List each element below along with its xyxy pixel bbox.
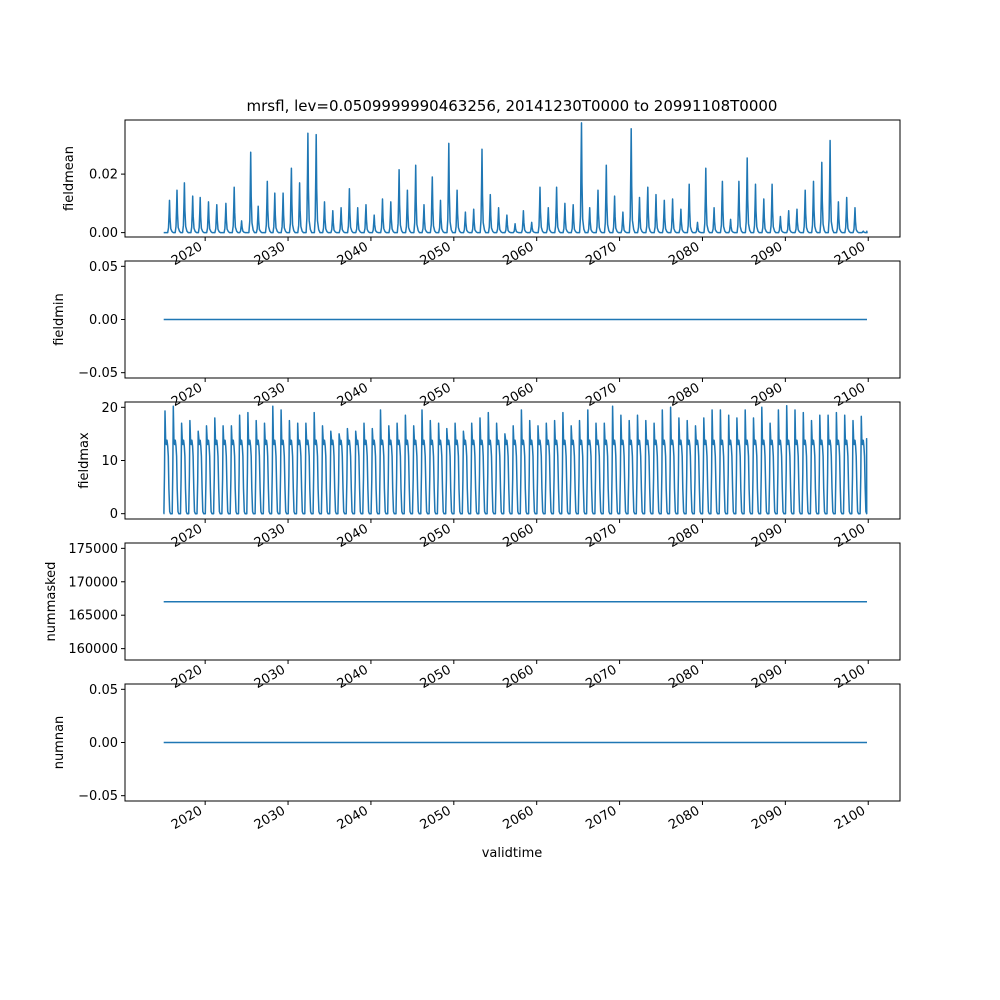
fieldmax-xtick-label: 2060 <box>500 521 537 552</box>
nummasked-y-axis-label: nummasked <box>44 561 59 642</box>
fieldmin-ytick-label: 0.05 <box>89 259 118 275</box>
fieldmin-xtick-label: 2100 <box>832 380 869 411</box>
fieldmin-xtick-label: 2060 <box>500 380 537 411</box>
fieldmin-ytick-label: 0.00 <box>89 313 118 328</box>
numnan-ytick-label: 0.05 <box>89 682 118 698</box>
nummasked-xtick-label: 2020 <box>168 662 206 693</box>
numnan-xtick-label: 2060 <box>500 803 537 834</box>
fieldmax-ytick-label: 10 <box>101 454 118 469</box>
numnan-xtick-label: 2050 <box>417 803 454 834</box>
numnan-xtick-label: 2080 <box>666 803 703 834</box>
nummasked-ytick-label: 160000 <box>68 642 118 658</box>
fieldmin-xtick-label: 2090 <box>749 380 786 411</box>
nummasked-ytick-label: 165000 <box>68 608 118 624</box>
fieldmin-y-axis-label: fieldmin <box>52 293 67 346</box>
numnan-xtick-label: 2030 <box>251 803 289 834</box>
nummasked-ytick-label: 175000 <box>68 541 118 557</box>
fieldmean-xtick-label: 2030 <box>251 239 289 270</box>
fieldmean-y-axis-label: fieldmean <box>62 146 77 211</box>
fieldmean-xtick-label: 2100 <box>832 239 869 270</box>
fieldmax-xtick-label: 2030 <box>251 521 289 552</box>
nummasked-ytick-label: 170000 <box>68 575 118 591</box>
fieldmax-xtick-label: 2050 <box>417 521 454 552</box>
fieldmean-xtick-label: 2070 <box>583 239 620 270</box>
numnan-xtick-label: 2100 <box>832 803 869 834</box>
numnan-ytick-label: 0.00 <box>89 736 118 751</box>
fieldmean-ytick-label: 0.00 <box>89 226 118 242</box>
x-axis-label: validtime <box>481 846 543 861</box>
numnan-xtick-label: 2040 <box>334 803 371 834</box>
fieldmean-xtick-label: 2050 <box>417 239 454 270</box>
numnan-xtick-label: 2070 <box>583 803 620 834</box>
numnan-ytick-label: −0.05 <box>78 789 118 805</box>
fieldmax-xtick-label: 2070 <box>583 521 620 552</box>
fieldmax-xtick-label: 2040 <box>334 521 371 552</box>
numnan-xtick-label: 2090 <box>749 803 786 834</box>
nummasked-xtick-label: 2090 <box>749 662 786 693</box>
nummasked-xtick-label: 2050 <box>417 662 454 693</box>
nummasked-xtick-label: 2100 <box>832 662 869 693</box>
nummasked-xtick-label: 2040 <box>334 662 371 693</box>
fieldmin-xtick-label: 2040 <box>334 380 371 411</box>
numnan-xtick-label: 2020 <box>168 803 206 834</box>
fieldmax-ytick-label: 20 <box>101 400 118 416</box>
fieldmin-ytick-label: −0.05 <box>78 366 118 382</box>
fieldmin-xtick-label: 2020 <box>168 380 206 411</box>
figure-title: mrsfl, lev=0.0509999990463256, 20141230T0000 to 20991108T0000 <box>246 97 778 115</box>
numnan-y-axis-label: numnan <box>52 715 67 770</box>
fieldmax-xtick-label: 2090 <box>749 521 786 552</box>
fieldmean-xtick-label: 2060 <box>500 239 537 270</box>
fieldmax-xtick-label: 2080 <box>666 521 703 552</box>
fieldmean-xtick-label: 2020 <box>168 239 206 270</box>
fieldmax-xtick-label: 2020 <box>168 521 206 552</box>
fieldmin-xtick-label: 2080 <box>666 380 703 411</box>
fieldmean-xtick-label: 2080 <box>666 239 703 270</box>
fieldmin-xtick-label: 2030 <box>251 380 289 411</box>
fieldmean-xtick-label: 2090 <box>749 239 786 270</box>
fieldmax-ytick-label: 0 <box>109 507 118 523</box>
fieldmax-xtick-label: 2100 <box>832 521 869 552</box>
fieldmean-ytick-label: 0.02 <box>89 167 118 183</box>
fieldmin-xtick-label: 2070 <box>583 380 620 411</box>
nummasked-xtick-label: 2030 <box>251 662 289 693</box>
nummasked-xtick-label: 2060 <box>500 662 537 693</box>
nummasked-xtick-label: 2070 <box>583 662 620 693</box>
nummasked-xtick-label: 2080 <box>666 662 703 693</box>
fieldmax-y-axis-label: fieldmax <box>77 432 92 489</box>
fieldmean-xtick-label: 2040 <box>334 239 371 270</box>
fieldmin-xtick-label: 2050 <box>417 380 454 411</box>
